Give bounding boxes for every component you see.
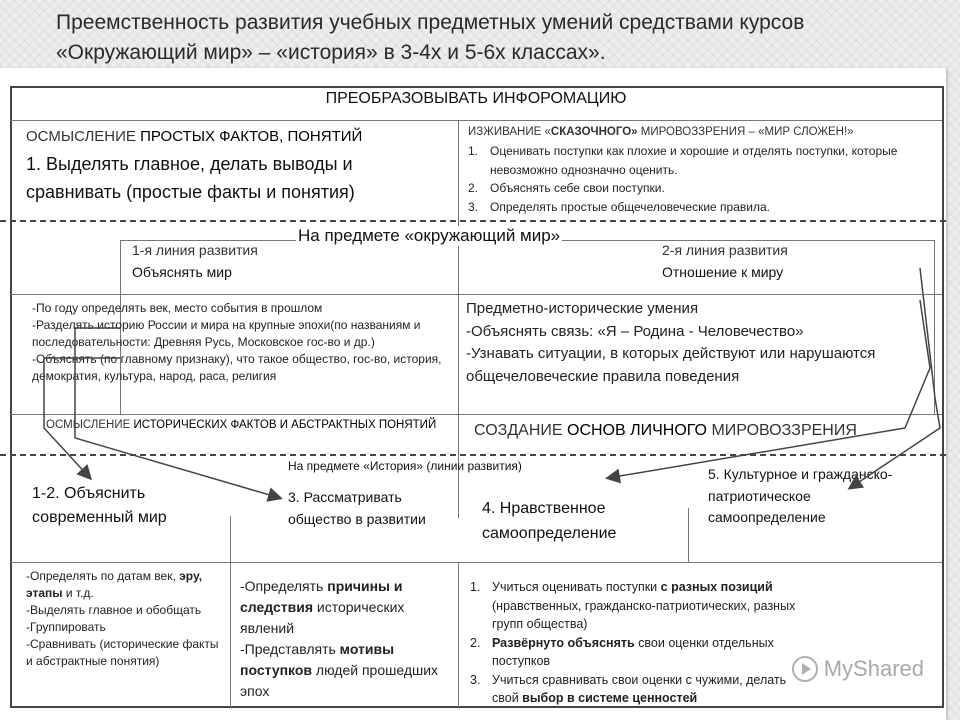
left-mid-heading: ОСМЫСЛЕНИЕ ИСТОРИЧЕСКИХ ФАКТОВ И АБСТРАКТНЫХ ПОНЯТИЙ: [46, 419, 437, 431]
list-item: 2. Объяснять себе свои поступки.: [468, 181, 665, 195]
list-item: 1. Оценивать поступки как плохие и хорошие и отделять поступки, которые невозможно однозначно оценить.: [468, 144, 898, 177]
arrow-to-line-3: [75, 328, 280, 498]
list-item: Предметно-исторические умения: [466, 300, 699, 317]
line-3: 3. Рассматривать общество в развитии: [288, 489, 426, 527]
right-top-heading: ИЗЖИВАНИЕ «СКАЗОЧНОГО» МИРОВОЗЗРЕНИЯ – «МИР СЛОЖЕН!»: [468, 126, 854, 138]
list-item: -Представлять мотивы поступков людей прошедших эпох: [240, 641, 439, 699]
left-top-item: 1. Выделять главное, делать выводы и сравнивать (простые факты и понятия): [26, 154, 355, 202]
slide-title: Преемственность развития учебных предметных умений средствами курсов «Окружающий мир» – «история» в 3-4х и 5-6х классах».: [56, 11, 805, 64]
list-item: 2. Развёрнуто объяснять свои оценки отдельных поступков: [470, 635, 774, 668]
line1-name: Объяснять мир: [132, 264, 232, 280]
left-top-heading: ОСМЫСЛЕНИЕ ПРОСТЫХ ФАКТОВ, ПОНЯТИЙ: [26, 128, 363, 145]
list-item: -По году определять век, место события в прошлом: [32, 301, 323, 315]
list-item: -Узнавать ситуации, в которых действуют или нарушаются общечеловеческие правила поведения: [466, 345, 876, 385]
list-item: -Выделять главное и обобщать: [26, 603, 202, 617]
arrow-to-line-1-2: [44, 358, 120, 478]
play-icon: [792, 656, 818, 682]
list-item: -Группировать: [26, 620, 106, 634]
history-heading: На предмете «История» (линии развития): [288, 459, 522, 473]
list-item: 1. Учиться оценивать поступки с разных позиций (нравственных, гражданско-патриотических, разных групп общества): [470, 580, 796, 631]
line-1-2: 1-2. Объяснить современный мир: [32, 485, 167, 526]
list-item: 3. Определять простые общечеловеческие правила.: [468, 199, 770, 214]
line-4: 4. Нравственное самоопределение: [482, 500, 617, 542]
list-item: -Определять причины и следствия исторических явлений: [240, 578, 405, 636]
line2-label: 2-я линия развития: [662, 242, 788, 258]
list-item: -Сравнивать (исторические факты и абстрактные понятия): [26, 637, 219, 668]
list-item: -Объяснять (по главному признаку), что такое общество, гос-во, история, демократия, культура, народ, раса, религия: [32, 352, 442, 383]
arrow-to-line-4: [608, 300, 930, 478]
list-item: -Определять по датам век, эру, этапы и т.д.: [26, 569, 203, 600]
line2-name: Отношение к миру: [662, 264, 784, 280]
line-5: 5. Культурное и гражданско-патриотическое самоопределение: [708, 466, 893, 525]
line1-label: 1-я линия развития: [132, 242, 258, 258]
list-item: 3. Учиться сравнивать свои оценки с чужими, делать свой выбор в системе ценностей: [470, 672, 787, 705]
list-item: -Объяснять связь: «Я – Родина - Человечество»: [466, 322, 804, 340]
table-header: ПРЕОБРАЗОВЫВАТЬ ИНФОРОМАЦИЮ: [325, 90, 627, 107]
table-sheet: [0, 68, 946, 720]
list-item: -Разделять историю России и мира на крупные эпохи(по названиям и последовательности: Древняя Русь, Московское гос-во и др.): [32, 318, 421, 349]
arrows-layer: [0, 68, 946, 720]
middle-heading: На предмете «окружающий мир»: [298, 226, 561, 245]
right-mid-heading: СОЗДАНИЕ ОСНОВ ЛИЧНОГО МИРОВОЗЗРЕНИЯ: [474, 422, 857, 439]
watermark: [792, 656, 924, 682]
watermark-text: MyShared: [823, 656, 924, 681]
